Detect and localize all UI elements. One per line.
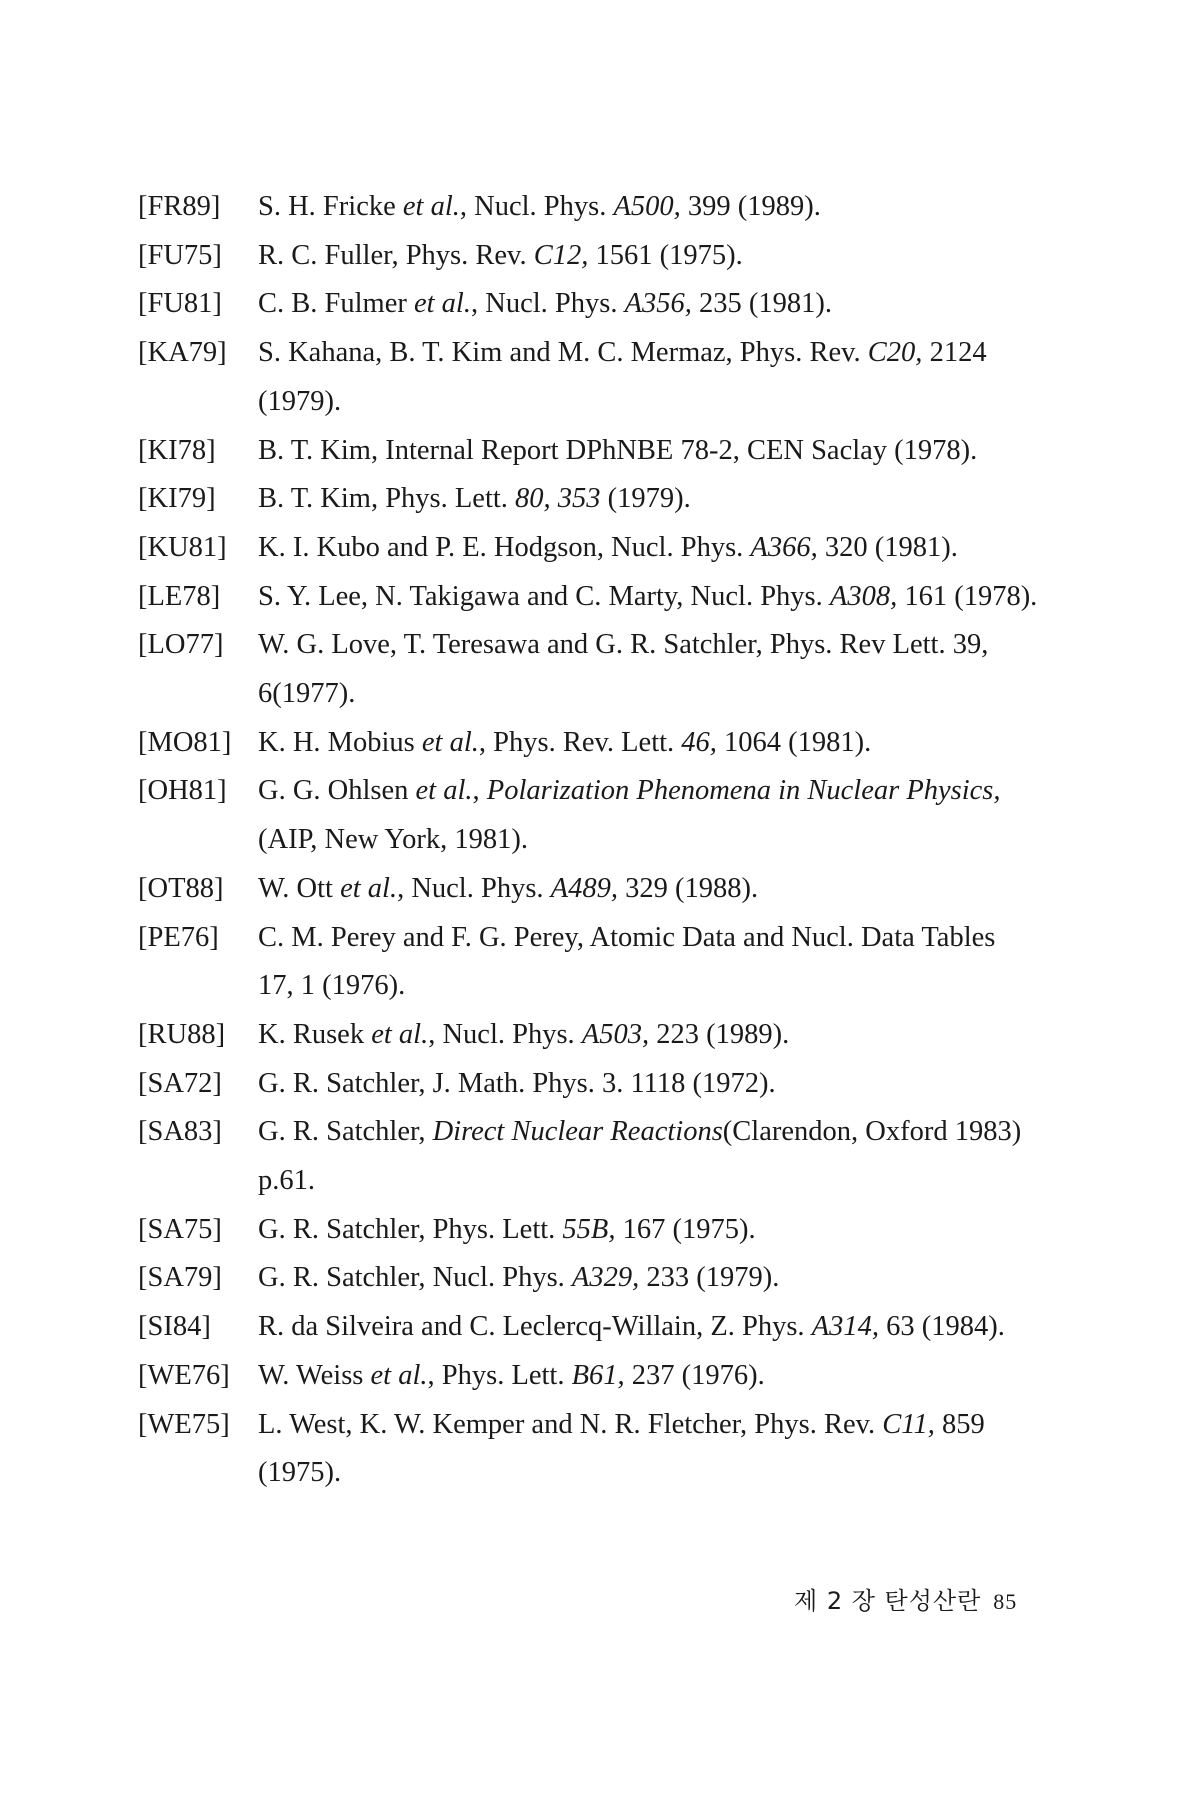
reference-key: [WE75]: [138, 1408, 230, 1440]
reference-segment: C. M. Perey and F. G. Perey, Atomic Data and Nucl. Data Tables 17, 1 (1976).: [258, 921, 996, 1002]
page-footer: [794, 1581, 1017, 1616]
reference-italic-segment: A356,: [624, 288, 692, 320]
reference-segment: , Phys. Rev. Lett.: [478, 726, 682, 758]
reference-segment: ,: [472, 775, 487, 807]
reference-entry: [138, 475, 1038, 524]
reference-entry: [138, 865, 1038, 914]
reference-segment: , Nucl. Phys.: [470, 288, 625, 320]
reference-segment: G. R. Satchler, Phys. Lett.: [258, 1213, 563, 1245]
reference-italic-segment: C20,: [867, 337, 923, 369]
reference-italic-segment: 80, 353: [515, 483, 601, 515]
reference-italic-segment: et al.: [415, 775, 473, 807]
reference-italic-segment: et al.: [340, 872, 398, 904]
reference-italic-segment: A366,: [750, 531, 818, 563]
reference-key: [KA79]: [138, 337, 227, 369]
reference-segment: , Nucl. Phys.: [459, 191, 614, 222]
reference-key: [RU88]: [138, 1018, 226, 1050]
reference-entry: [138, 573, 1038, 622]
reference-segment: , Nucl. Phys.: [397, 872, 551, 904]
reference-text: [258, 524, 1038, 573]
reference-text: [258, 1206, 1038, 1255]
chapter-title: 제 2 장 탄성산란: [794, 1587, 982, 1615]
reference-entry: [138, 621, 1038, 718]
reference-segment: 161 (1978).: [897, 580, 1038, 612]
reference-segment: S. Kahana, B. T. Kim and M. C. Mermaz, Phys. Rev.: [258, 337, 868, 369]
reference-segment: 237 (1976).: [624, 1359, 765, 1391]
reference-text: [258, 329, 1038, 426]
reference-key: [OH81]: [138, 775, 227, 807]
reference-segment: (1979).: [600, 483, 691, 515]
reference-entry: [138, 1108, 1038, 1205]
reference-segment: 329 (1988).: [617, 872, 759, 904]
reference-key: [LO77]: [138, 629, 224, 661]
reference-italic-segment: C11,: [882, 1408, 935, 1440]
reference-key: [MO81]: [138, 726, 232, 758]
reference-text: [258, 767, 1038, 864]
reference-entry: [138, 1060, 1038, 1109]
reference-segment: G. R. Satchler, J. Math. Phys. 3. 1118 (1972).: [258, 1067, 776, 1099]
reference-key: [FU75]: [138, 239, 222, 271]
reference-text: [258, 280, 1038, 329]
reference-key: [FR89]: [138, 191, 221, 222]
reference-key: [SA72]: [138, 1067, 222, 1099]
reference-segment: W. Weiss: [258, 1359, 371, 1391]
reference-segment: G. G. Ohlsen: [258, 775, 416, 807]
reference-segment: , Nucl. Phys.: [428, 1018, 582, 1050]
reference-segment: W. Ott: [258, 872, 341, 904]
reference-segment: (AIP, New York, 1981).: [258, 824, 528, 856]
reference-italic-segment: et al.: [413, 288, 471, 320]
reference-segment: 2124 (1979).: [258, 337, 987, 417]
reference-text: [258, 1108, 1038, 1205]
reference-text: [258, 573, 1038, 622]
reference-entry: [138, 719, 1038, 768]
reference-text: [258, 1254, 1038, 1303]
reference-key: [LE78]: [138, 580, 221, 612]
reference-segment: K. Rusek: [258, 1018, 372, 1050]
reference-text: [258, 1352, 1038, 1401]
reference-italic-segment: et al.: [421, 726, 479, 758]
reference-key: [OT88]: [138, 872, 224, 904]
reference-segment: , Phys. Lett.: [427, 1359, 572, 1391]
reference-entry: [138, 1401, 1038, 1498]
reference-entry: [138, 329, 1038, 426]
reference-segment: 63 (1984).: [878, 1311, 1005, 1343]
reference-entry: [138, 1206, 1038, 1255]
reference-key: [KI79]: [138, 483, 216, 515]
page-number: 85: [993, 1589, 1018, 1614]
reference-italic-segment: A489,: [550, 872, 618, 904]
reference-italic-segment: A503,: [581, 1018, 650, 1050]
reference-segment: 859 (1975).: [258, 1408, 985, 1489]
reference-text: [258, 232, 1038, 281]
reference-segment: K. I. Kubo and P. E. Hodgson, Nucl. Phys.: [258, 531, 751, 563]
reference-entry: [138, 914, 1038, 1011]
reference-segment: S. Y. Lee, N. Takigawa and C. Marty, Nucl. Phys.: [258, 580, 830, 612]
reference-segment: 233 (1979).: [639, 1262, 780, 1294]
reference-italic-segment: 55B,: [562, 1213, 616, 1245]
reference-segment: 235 (1981).: [691, 288, 832, 320]
reference-italic-segment: C12,: [533, 239, 589, 271]
reference-text: [258, 475, 1038, 524]
reference-segment: 223 (1989).: [649, 1018, 790, 1050]
reference-text: [258, 865, 1038, 914]
reference-entry: [138, 183, 1038, 232]
reference-italic-segment: A314,: [811, 1311, 879, 1343]
reference-entry: [138, 767, 1038, 864]
reference-italic-segment: B61,: [571, 1359, 625, 1391]
reference-key: [KU81]: [138, 531, 227, 563]
reference-key: [SA79]: [138, 1262, 222, 1294]
reference-list: [138, 183, 1038, 1498]
reference-italic-segment: et al.: [370, 1359, 428, 1391]
reference-text: [258, 1303, 1038, 1352]
reference-segment: L. West, K. W. Kemper and N. R. Fletcher, Phys. Rev.: [258, 1408, 883, 1440]
reference-segment: 399 (1989).: [680, 191, 821, 222]
reference-key: [SI84]: [138, 1311, 211, 1343]
reference-segment: B. T. Kim, Internal Report DPhNBE 78-2, CEN Saclay (1978).: [258, 434, 978, 466]
reference-key: [PE76]: [138, 921, 219, 953]
reference-segment: 320 (1981).: [817, 531, 958, 563]
reference-segment: G. R. Satchler, Nucl. Phys.: [258, 1262, 572, 1294]
reference-segment: (Clarendon, Oxford 1983) p.61.: [258, 1116, 1022, 1197]
reference-segment: W. G. Love, T. Teresawa and G. R. Satchler, Phys. Rev Lett. 39, 6(1977).: [258, 629, 989, 710]
reference-italic-segment: A329,: [571, 1262, 640, 1294]
reference-key: [FU81]: [138, 288, 222, 320]
reference-italic-segment: et al.: [402, 191, 460, 222]
reference-segment: C. B. Fulmer: [258, 288, 414, 320]
reference-segment: R. da Silveira and C. Leclercq-Willain, Z. Phys.: [258, 1311, 812, 1343]
reference-text: [258, 719, 1038, 768]
reference-text: [258, 427, 1038, 476]
reference-segment: 1561 (1975).: [588, 239, 743, 271]
reference-segment: R. C. Fuller, Phys. Rev.: [258, 239, 534, 271]
reference-text: [258, 621, 1038, 718]
reference-entry: [138, 1011, 1038, 1060]
reference-segment: K. H. Mobius: [258, 726, 422, 758]
reference-entry: [138, 1303, 1038, 1352]
reference-entry: [138, 1352, 1038, 1401]
reference-italic-segment: et al.: [371, 1018, 429, 1050]
reference-key: [KI78]: [138, 434, 216, 466]
reference-key: [SA83]: [138, 1116, 222, 1148]
reference-text: [258, 183, 1038, 232]
reference-segment: B. T. Kim, Phys. Lett.: [258, 483, 516, 515]
reference-entry: [138, 427, 1038, 476]
reference-entry: [138, 524, 1038, 573]
reference-entry: [138, 232, 1038, 281]
reference-text: [258, 1401, 1038, 1498]
reference-key: [SA75]: [138, 1213, 222, 1245]
reference-segment: 1064 (1981).: [716, 726, 872, 758]
reference-italic-segment: Direct Nuclear Reactions: [432, 1116, 723, 1148]
reference-italic-segment: A500,: [613, 191, 681, 222]
reference-entry: [138, 280, 1038, 329]
reference-text: [258, 1011, 1038, 1060]
reference-segment: 167 (1975).: [615, 1213, 756, 1245]
reference-entry: [138, 1254, 1038, 1303]
reference-italic-segment: Polarization Phenomena in Nuclear Physics,: [486, 775, 1001, 807]
reference-segment: S. H. Fricke: [258, 191, 403, 222]
reference-italic-segment: A308,: [829, 580, 898, 612]
reference-italic-segment: 46,: [681, 726, 717, 758]
reference-key: [WE76]: [138, 1359, 230, 1391]
reference-text: [258, 1060, 1038, 1109]
reference-segment: G. R. Satchler,: [258, 1116, 433, 1148]
reference-text: [258, 914, 1038, 1011]
